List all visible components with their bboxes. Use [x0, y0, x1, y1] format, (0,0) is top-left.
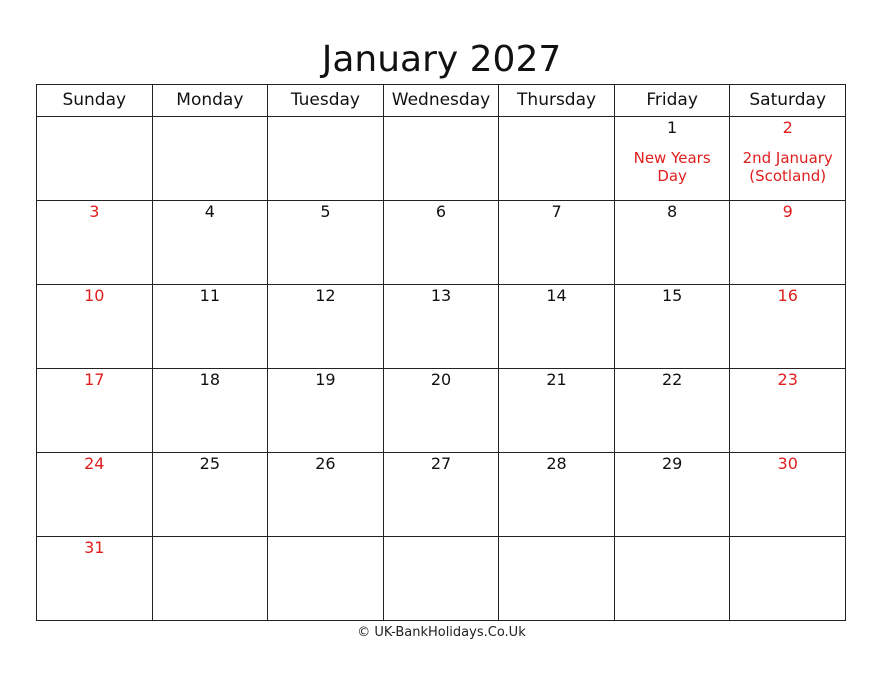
day-cell — [153, 117, 269, 201]
day-cell — [37, 537, 153, 621]
day-cell — [730, 117, 846, 201]
day-number — [615, 537, 730, 538]
day-number — [384, 537, 499, 538]
day-cell — [615, 369, 731, 453]
day-cell — [268, 537, 384, 621]
day-number — [268, 537, 383, 538]
page-title: January 2027 — [321, 39, 562, 80]
day-cell — [499, 369, 615, 453]
day-cell — [153, 537, 269, 621]
day-number: 12 — [315, 286, 336, 305]
day-cell — [37, 117, 153, 201]
day-cell — [384, 285, 500, 369]
day-number — [37, 117, 152, 118]
day-cell — [499, 117, 615, 201]
day-number: 29 — [661, 454, 683, 473]
day-cell — [384, 453, 500, 537]
day-cell — [499, 453, 615, 537]
day-cell — [499, 201, 615, 285]
day-cell — [37, 201, 153, 285]
day-cell — [268, 453, 384, 537]
day-number: 25 — [199, 454, 221, 473]
weekday-header-monday: Monday — [153, 85, 269, 117]
day-number: 26 — [315, 454, 336, 473]
day-number: 15 — [661, 286, 683, 305]
day-number: 17 — [84, 370, 105, 389]
weekday-header-tuesday: Tuesday — [268, 85, 384, 117]
day-cell — [37, 369, 153, 453]
day-number: 14 — [546, 286, 567, 305]
day-number: 8 — [667, 202, 678, 221]
day-cell — [615, 537, 731, 621]
day-cell — [153, 369, 269, 453]
day-number: 11 — [199, 286, 221, 305]
day-number: 7 — [551, 202, 562, 221]
day-number — [384, 117, 499, 118]
day-number: 16 — [777, 286, 798, 305]
day-number: 9 — [782, 202, 793, 221]
day-cell — [153, 285, 269, 369]
day-cell — [37, 285, 153, 369]
weekday-header-thursday: Thursday — [499, 85, 615, 117]
day-cell — [268, 117, 384, 201]
day-number — [268, 117, 383, 118]
day-cell — [730, 201, 846, 285]
day-number: 31 — [84, 538, 105, 557]
holiday-label: 2nd January (Scotland) — [742, 149, 833, 185]
day-cell — [384, 369, 500, 453]
day-number — [499, 537, 614, 538]
weekday-header-saturday: Saturday — [730, 85, 846, 117]
day-cell — [268, 285, 384, 369]
day-cell — [153, 201, 269, 285]
day-number: 5 — [320, 202, 331, 221]
day-number: 20 — [430, 370, 452, 389]
day-cell — [499, 285, 615, 369]
day-cell — [730, 369, 846, 453]
day-cell — [384, 537, 500, 621]
weekday-header-friday: Friday — [615, 85, 731, 117]
day-cell — [615, 117, 731, 201]
day-cell — [37, 453, 153, 537]
weekday-header-wednesday: Wednesday — [384, 85, 500, 117]
day-number: 30 — [777, 454, 798, 473]
day-number: 22 — [661, 370, 683, 389]
day-cell — [615, 285, 731, 369]
day-number — [730, 537, 845, 538]
day-number: 27 — [430, 454, 452, 473]
copyright-footer: © UK-BankHolidays.Co.Uk — [357, 625, 526, 640]
day-cell — [615, 201, 731, 285]
day-number: 23 — [777, 370, 798, 389]
day-number: 4 — [204, 202, 215, 221]
day-number — [153, 117, 268, 118]
day-cell — [730, 453, 846, 537]
day-cell — [268, 369, 384, 453]
day-number: 13 — [430, 286, 452, 305]
day-cell — [730, 537, 846, 621]
day-cell — [384, 117, 500, 201]
day-number: 3 — [89, 202, 100, 221]
day-cell — [384, 201, 500, 285]
day-cell — [615, 453, 731, 537]
day-number: 1 — [667, 118, 678, 137]
day-number: 24 — [84, 454, 105, 473]
holiday-label: New Years Day — [633, 149, 711, 185]
day-number — [499, 117, 614, 118]
day-number: 28 — [546, 454, 567, 473]
day-number: 18 — [199, 370, 221, 389]
day-cell — [153, 453, 269, 537]
day-number: 10 — [84, 286, 105, 305]
weekday-header-sunday: Sunday — [37, 85, 153, 117]
day-number: 6 — [435, 202, 447, 221]
day-cell — [268, 201, 384, 285]
day-cell — [499, 537, 615, 621]
day-number — [153, 537, 268, 538]
day-cell — [730, 285, 846, 369]
day-number: 2 — [782, 118, 793, 137]
calendar-grid — [36, 84, 846, 621]
day-number: 19 — [315, 370, 336, 389]
day-number: 21 — [546, 370, 567, 389]
